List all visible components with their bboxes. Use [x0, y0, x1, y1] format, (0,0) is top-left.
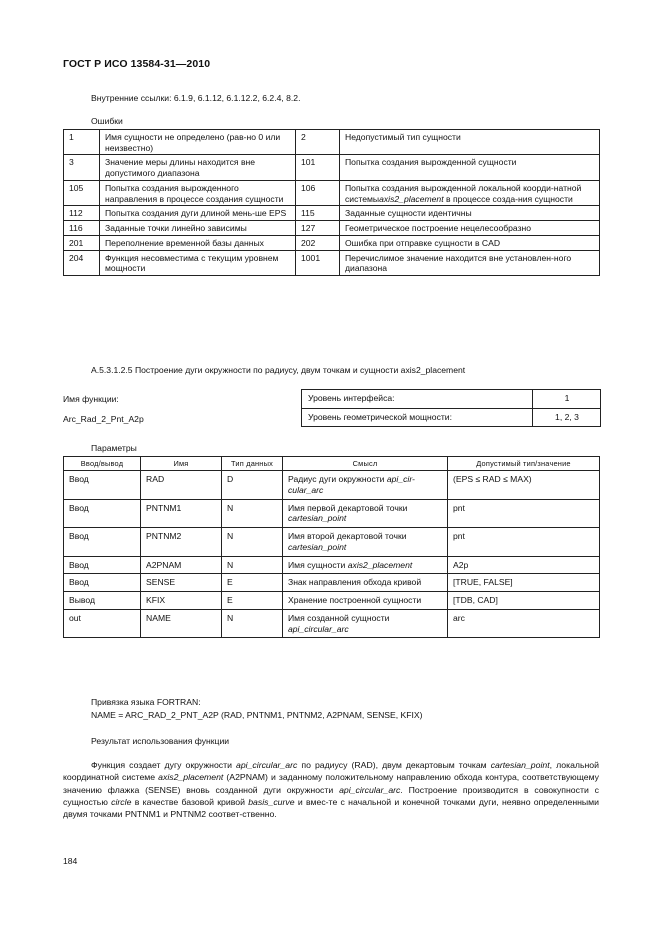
param-io: Вывод: [64, 592, 141, 610]
param-name: NAME: [141, 609, 222, 637]
levels-table: [301, 389, 601, 427]
error-message: Значение меры длины находится вне допустимого диапазона: [100, 155, 296, 180]
error-code: 106: [296, 180, 340, 205]
col-header-io: Ввод/вывод: [64, 457, 141, 471]
result-paragraph: Функция создает дугу окружности api_circular_arc по радиусу (RAD), двум декартовым точкам cartesian_point, локальной координатной системе axis2_placement (A2PNAM) и заданному положительному направлению обхода контура, соответствующему значению флажка (SENSE) вновь созданной дуги окружности api_circular_arc. Построение производится в совокупности с сущностью circle в качестве базовой кривой basis_curve и вмес-те с начальной и конечной точками дуги, неявно определенными двумя точками PNTNM1 и PNTNM2 соответ-ственно.: [63, 760, 599, 820]
error-code: 3: [64, 155, 100, 180]
param-allowed: [TDB, CAD]: [448, 592, 600, 610]
param-name: PNTNM2: [141, 528, 222, 556]
parameter-row: [64, 471, 600, 499]
error-row: [64, 235, 600, 250]
internal-references: Внутренние ссылки: 6.1.9, 6.1.12, 6.1.12.2, 6.2.4, 8.2.: [91, 93, 301, 103]
error-code: 1: [64, 130, 100, 155]
param-io: Ввод: [64, 574, 141, 592]
param-name: RAD: [141, 471, 222, 499]
error-message: Заданные точки линейно зависимы: [100, 221, 296, 236]
error-code: 1001: [296, 250, 340, 275]
param-meaning: Хранение построенной сущности: [283, 592, 448, 610]
param-type: N: [222, 609, 283, 637]
fortran-label: Привязка языка FORTRAN:: [91, 697, 201, 707]
error-message: Заданные сущности идентичны: [340, 206, 600, 221]
param-io: Ввод: [64, 499, 141, 527]
param-type: E: [222, 574, 283, 592]
parameter-row: [64, 499, 600, 527]
param-meaning: Имя второй декартовой точки cartesian_point: [283, 528, 448, 556]
page-number: 184: [63, 856, 78, 866]
error-code: 127: [296, 221, 340, 236]
param-allowed: (EPS ≤ RAD ≤ MAX): [448, 471, 600, 499]
error-message: Попытка создания дуги длиной мень-ше EPS: [100, 206, 296, 221]
error-row: [64, 130, 600, 155]
error-message: Имя сущности не определено (рав-но 0 или неизвестно): [100, 130, 296, 155]
param-name: PNTNM1: [141, 499, 222, 527]
error-message: Попытка создания вырожденной локальной коорди-натной системыaxis2_placement в процессе созда-ния сущности: [340, 180, 600, 205]
error-row: [64, 155, 600, 180]
level-row: [302, 408, 601, 427]
error-row: [64, 180, 600, 205]
error-message: Перечислимое значение находится вне установлен-ного диапазона: [340, 250, 600, 275]
document-header: ГОСТ Р ИСО 13584-31—2010: [63, 58, 211, 70]
param-meaning: Имя созданной сущности api_circular_arc: [283, 609, 448, 637]
parameter-row: [64, 592, 600, 610]
param-type: N: [222, 528, 283, 556]
param-meaning: Радиус дуги окружности api_cir-cular_arc: [283, 471, 448, 499]
param-io: Ввод: [64, 528, 141, 556]
param-name: KFIX: [141, 592, 222, 610]
error-code: 115: [296, 206, 340, 221]
param-type: D: [222, 471, 283, 499]
parameters-label: Параметры: [91, 443, 137, 453]
param-name: SENSE: [141, 574, 222, 592]
parameter-row: [64, 574, 600, 592]
error-message: Попытка создания вырожденного направления в процессе создания сущности: [100, 180, 296, 205]
col-header-allowed: Допустимый тип/значение: [448, 457, 600, 471]
parameters-header-row: [64, 457, 600, 471]
error-message: Функция несовместима с текущим уровнем мощности: [100, 250, 296, 275]
error-code: 116: [64, 221, 100, 236]
param-type: E: [222, 592, 283, 610]
param-meaning: Знак направления обхода кривой: [283, 574, 448, 592]
error-code: 204: [64, 250, 100, 275]
function-name-label: Имя функции:: [63, 394, 119, 404]
error-code: 201: [64, 235, 100, 250]
fortran-code: NAME = ARC_RAD_2_PNT_A2P (RAD, PNTNM1, PNTNM2, A2PNAM, SENSE, KFIX): [91, 710, 423, 720]
parameters-table: [63, 456, 600, 638]
param-allowed: A2p: [448, 556, 600, 574]
errors-label: Ошибки: [91, 116, 123, 126]
param-allowed: [TRUE, FALSE]: [448, 574, 600, 592]
col-header-meaning: Смысл: [283, 457, 448, 471]
error-code: 101: [296, 155, 340, 180]
param-io: out: [64, 609, 141, 637]
col-header-name: Имя: [141, 457, 222, 471]
param-allowed: arc: [448, 609, 600, 637]
section-heading: A.5.3.1.2.5 Построение дуги окружности по радиусу, двум точкам и сущности axis2_placement: [91, 365, 466, 375]
level-label: Уровень интерфейса:: [302, 390, 533, 409]
error-message: Недопустимый тип сущности: [340, 130, 600, 155]
param-meaning: Имя первой декартовой точки cartesian_point: [283, 499, 448, 527]
col-header-type: Тип данных: [222, 457, 283, 471]
error-message: Попытка создания вырожденной сущности: [340, 155, 600, 180]
param-name: A2PNAM: [141, 556, 222, 574]
level-value: 1, 2, 3: [533, 408, 601, 427]
error-code: 202: [296, 235, 340, 250]
error-row: [64, 206, 600, 221]
errors-table: [63, 129, 600, 276]
error-code: 2: [296, 130, 340, 155]
level-value: 1: [533, 390, 601, 409]
error-message: Переполнение временной базы данных: [100, 235, 296, 250]
level-label: Уровень геометрической мощности:: [302, 408, 533, 427]
param-type: N: [222, 499, 283, 527]
param-meaning: Имя сущности axis2_placement: [283, 556, 448, 574]
error-row: [64, 250, 600, 275]
error-message: Ошибка при отправке сущности в CAD: [340, 235, 600, 250]
error-row: [64, 221, 600, 236]
param-io: Ввод: [64, 556, 141, 574]
function-name-value: Arc_Rad_2_Pnt_A2p: [63, 414, 144, 424]
result-label: Результат использования функции: [91, 736, 230, 746]
parameter-row: [64, 528, 600, 556]
param-allowed: pnt: [448, 499, 600, 527]
param-type: N: [222, 556, 283, 574]
param-io: Ввод: [64, 471, 141, 499]
param-allowed: pnt: [448, 528, 600, 556]
level-row: [302, 390, 601, 409]
error-message: Геометрическое построение нецелесообразно: [340, 221, 600, 236]
parameter-row: [64, 556, 600, 574]
error-code: 105: [64, 180, 100, 205]
error-code: 112: [64, 206, 100, 221]
parameter-row: [64, 609, 600, 637]
